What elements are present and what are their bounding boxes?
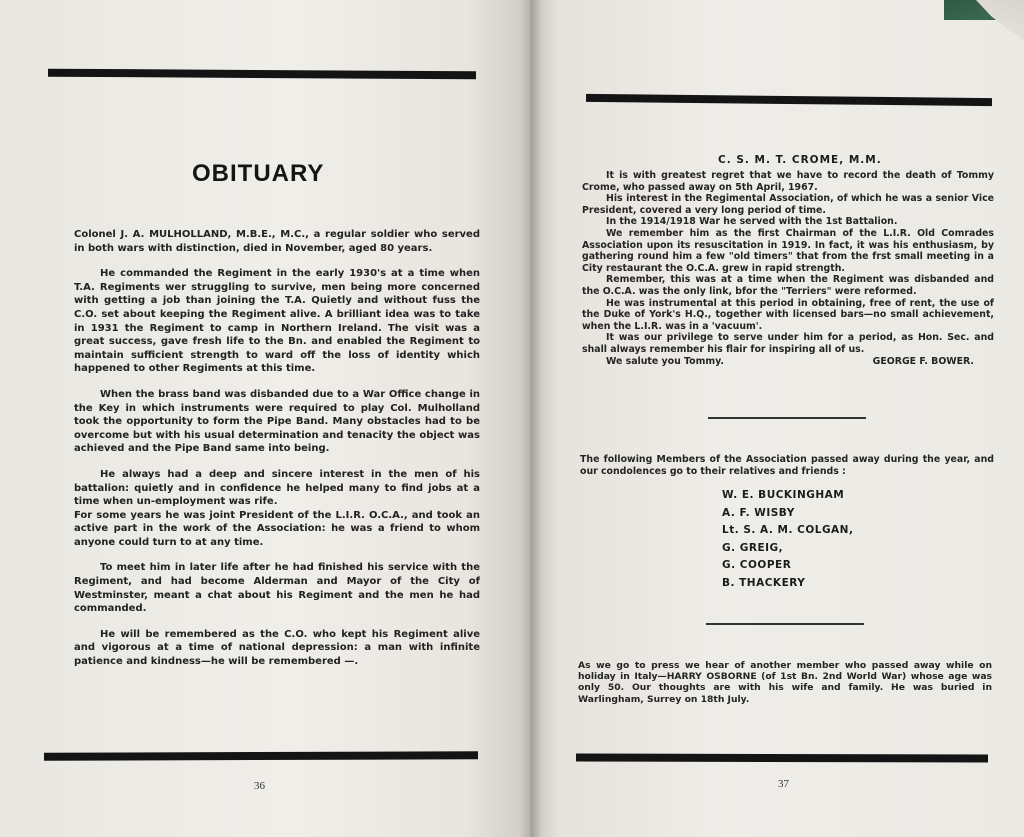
crome-line-2: His interest in the Regimental Association, of which he was a senior Vice President, covered a very long period of time. (582, 193, 994, 216)
obituary-paragraph-2: He commanded the Regiment in the early 1930's at a time when T.A. Regiments wer struggling to survive, men being more concerned with getting a job than joining the T.A. Quietly and without fuss the C.O. set about keeping the Regiment alive. A brilliant idea was to take in 1931 the Regiment to camp in Northern Ireland. The visit was a great success, gave fresh life to the Bn. and enabled the Regiment to maintain sufficient strength to ward off the loss of identity which happened to other Regiments at this time. (74, 268, 480, 375)
crome-line-7: It was our privilege to serve under him for a period, as Hon. Sec. and shall always remember his flair for inspiring all of us. (582, 332, 994, 355)
deceased-members-list (722, 487, 853, 592)
divider-2 (706, 623, 864, 625)
member-name: B. THACKERY (722, 576, 806, 589)
top-rule-left (48, 69, 476, 80)
member-name: G. GREIG, (722, 541, 784, 554)
crome-line-3: In the 1914/1918 War he served with the 1st Battalion. (606, 216, 898, 228)
crome-heading: C. S. M. T. CROME, M.M. (718, 154, 882, 166)
salute-row (582, 356, 994, 368)
salute-text: We salute you Tommy. (606, 355, 724, 367)
divider-1 (708, 417, 866, 419)
obituary-paragraph-1: Colonel J. A. MULHOLLAND, M.B.E., M.C., a regular soldier who served in both wars with distinction, died in November, aged 80 years. (74, 229, 480, 254)
signature: GEORGE F. BOWER. (872, 355, 974, 367)
page-number-left: 36 (254, 780, 265, 792)
crome-line-1: It is with greatest regret that we have to record the death of Tommy Crome, who passed away on 5th April, 1967. (582, 170, 994, 193)
obituary-paragraph-5: For some years he was joint President of the L.I.R. O.C.A., and took an active part in the work of the Association: he was a friend to whom anyone could turn to at any time. (74, 509, 480, 548)
right-page (530, 0, 1024, 837)
member-name: Lt. S. A. M. COLGAN, (722, 524, 854, 536)
obituary-paragraph-3: When the brass band was disbanded due to a War Office change in the Key in which instruments were required to play Col. Mulholland took the opportunity to form the Pipe Band. Many obstacles had to be overcome but with his usual determination and tenacity the object was achieved and the Pipe Band same into being. (74, 388, 480, 455)
bottom-rule-right (576, 753, 988, 762)
crome-line-5: Remember, this was at a time when the Regiment was disbanded and the O.C.A. was the only link, bfor the "Terriers" were reformed. (582, 274, 994, 297)
spine-shadow (520, 0, 542, 837)
crome-line-4: We remember him as the first Chairman of the L.I.R. Old Comrades Association upon its resuscitation in 1919. In fact, it was his enthusiasm, by gathering round him a few "old timers" that from the frst small meeting in a City restaurant the O.C.A. grew in rapid strength. (582, 227, 994, 274)
obituary-body (74, 228, 480, 681)
page-title: OBITUARY (192, 160, 325, 187)
bottom-rule-left (44, 751, 478, 761)
member-name: W. E. BUCKINGHAM (722, 489, 845, 501)
member-name: G. COOPER (722, 559, 792, 571)
member-name: A. F. WISBY (722, 506, 795, 519)
obituary-paragraph-6: To meet him in later life after he had finished his service with the Regiment, and had become Alderman and Mayor of the City of Westminster, meant a chat about his Regiment and the men he had commanded. (74, 562, 480, 615)
press-note: As we go to press we hear of another member who passed away while on holiday in Italy—HARRY OSBORNE (of 1st Bn. 2nd World War) whose age was only 50. Our thoughts are with his wife and family. He was buried in Warlingham, Surrey on 18th July. (578, 660, 992, 705)
obituary-paragraph-7: He will be remembered as the C.O. who kept his Regiment alive and vigorous at a time of national depression: a man with infinite patience and kindness—he will be remembered —. (74, 628, 480, 668)
crome-tribute (582, 170, 994, 367)
page-number-right: 37 (778, 778, 789, 790)
members-intro: The following Members of the Association passed away during the year, and our condolences go to their relatives and friends : (580, 454, 994, 477)
obituary-paragraph-4: He always had a deep and sincere interest in the men of his battalion: quietly and in confidence he helped many to find jobs at a time when un-employment was rife. (74, 468, 480, 508)
crome-line-6: He was instrumental at this period in obtaining, free of rent, the use of the Duke of York's H.Q., together with licensed bars—no small achievement, when the L.I.R. was in a 'vacuum'. (582, 297, 994, 332)
